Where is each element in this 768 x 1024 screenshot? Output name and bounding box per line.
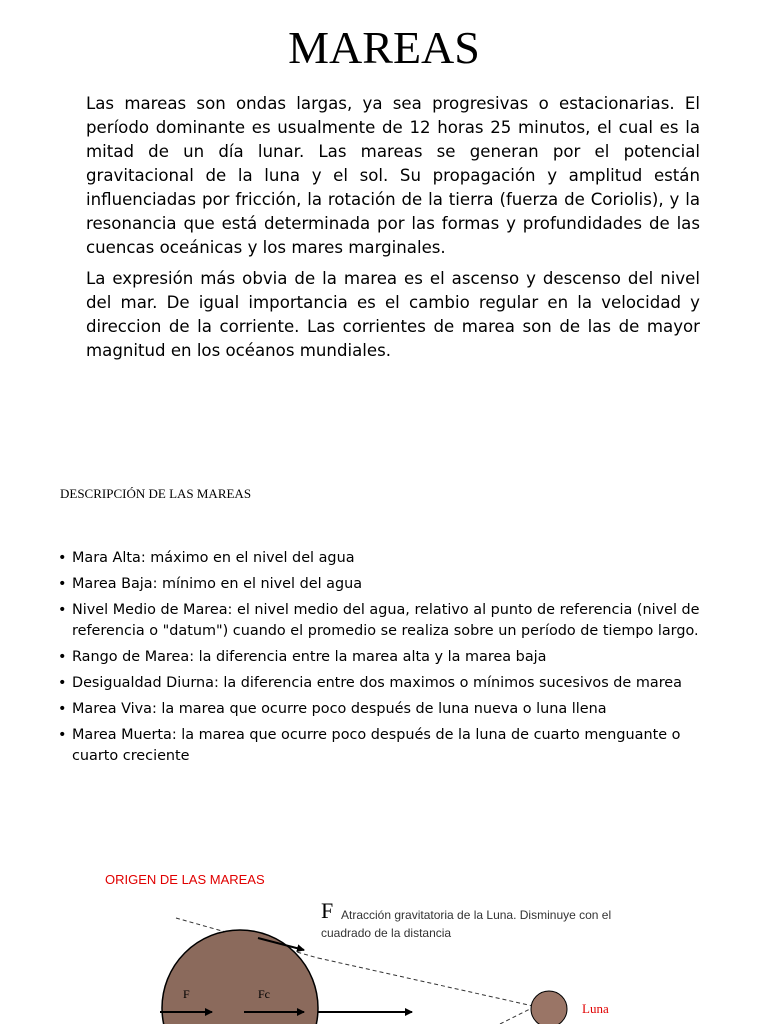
diagram-caption-line-2: cuadrado de la distancia — [321, 926, 452, 940]
diagram-heading: ORIGEN DE LAS MAREAS — [105, 872, 265, 887]
tide-definitions-list — [58, 548, 718, 772]
intro-paragraph-2: La expresión más obvia de la marea es el ascenso y descenso del nivel del mar. De igual importancia es el cambio regular en la velocidad y direccion de la corriente. Las corrientes de marea son de las de mayor magnitud en los océanos mundiales. — [86, 269, 700, 360]
list-item: • Nivel Medio de Marea: el nivel medio del agua, relativo al punto de referencia (nivel de referencia o "datum") cuando el promedio se realiza sobre un período de tiempo largo. — [58, 600, 718, 642]
list-item: • Rango de Marea: la diferencia entre la marea alta y la marea baja — [58, 647, 718, 668]
earth — [162, 930, 318, 1024]
tide-origin-diagram — [0, 860, 768, 1024]
intro-text — [86, 92, 700, 370]
section-heading-description: DESCRIPCIÓN DE LAS MAREAS — [60, 486, 252, 501]
moon-label: Luna — [582, 1001, 609, 1016]
force-letter: F — [321, 898, 334, 923]
list-item: • Marea Baja: mínimo en el nivel del agua — [58, 574, 718, 595]
list-item: • Desigualdad Diurna: la diferencia entre dos maximos o mínimos sucesivos de marea — [58, 673, 718, 694]
list-item: • Marea Muerta: la marea que ocurre poco después de la luna de cuarto menguante o cuarto creciente — [58, 725, 718, 767]
label-f: F — [183, 987, 190, 1001]
moon — [531, 991, 567, 1024]
tangent-line-bottom — [318, 958, 542, 1008]
tangent-line-moon-lower — [500, 1008, 532, 1024]
page-title: MAREAS — [288, 22, 480, 73]
diagram-caption-line-1: Atracción gravitatoria de la Luna. Disminuye con el — [341, 908, 612, 922]
label-fc: Fc — [258, 987, 270, 1001]
intro-paragraph-1: Las mareas son ondas largas, ya sea progresivas o estacionarias. El período dominante es usualmente de 12 horas 25 minutos, el cual es la mitad de un día lunar. Las mareas se generan por el potencial gravitacional de la luna y el sol. Su propagación y amplitud están influenciadas por fricción, la rotación de la tierra (fuerza de Coriolis), y la resonancia que está determinada por las formas y profundidades de las cuencas oceánicas y los mares marginales. — [86, 94, 700, 257]
list-item: • Mara Alta: máximo en el nivel del agua — [58, 548, 718, 569]
list-item: • Marea Viva: la marea que ocurre poco después de luna nueva o luna llena — [58, 699, 718, 720]
